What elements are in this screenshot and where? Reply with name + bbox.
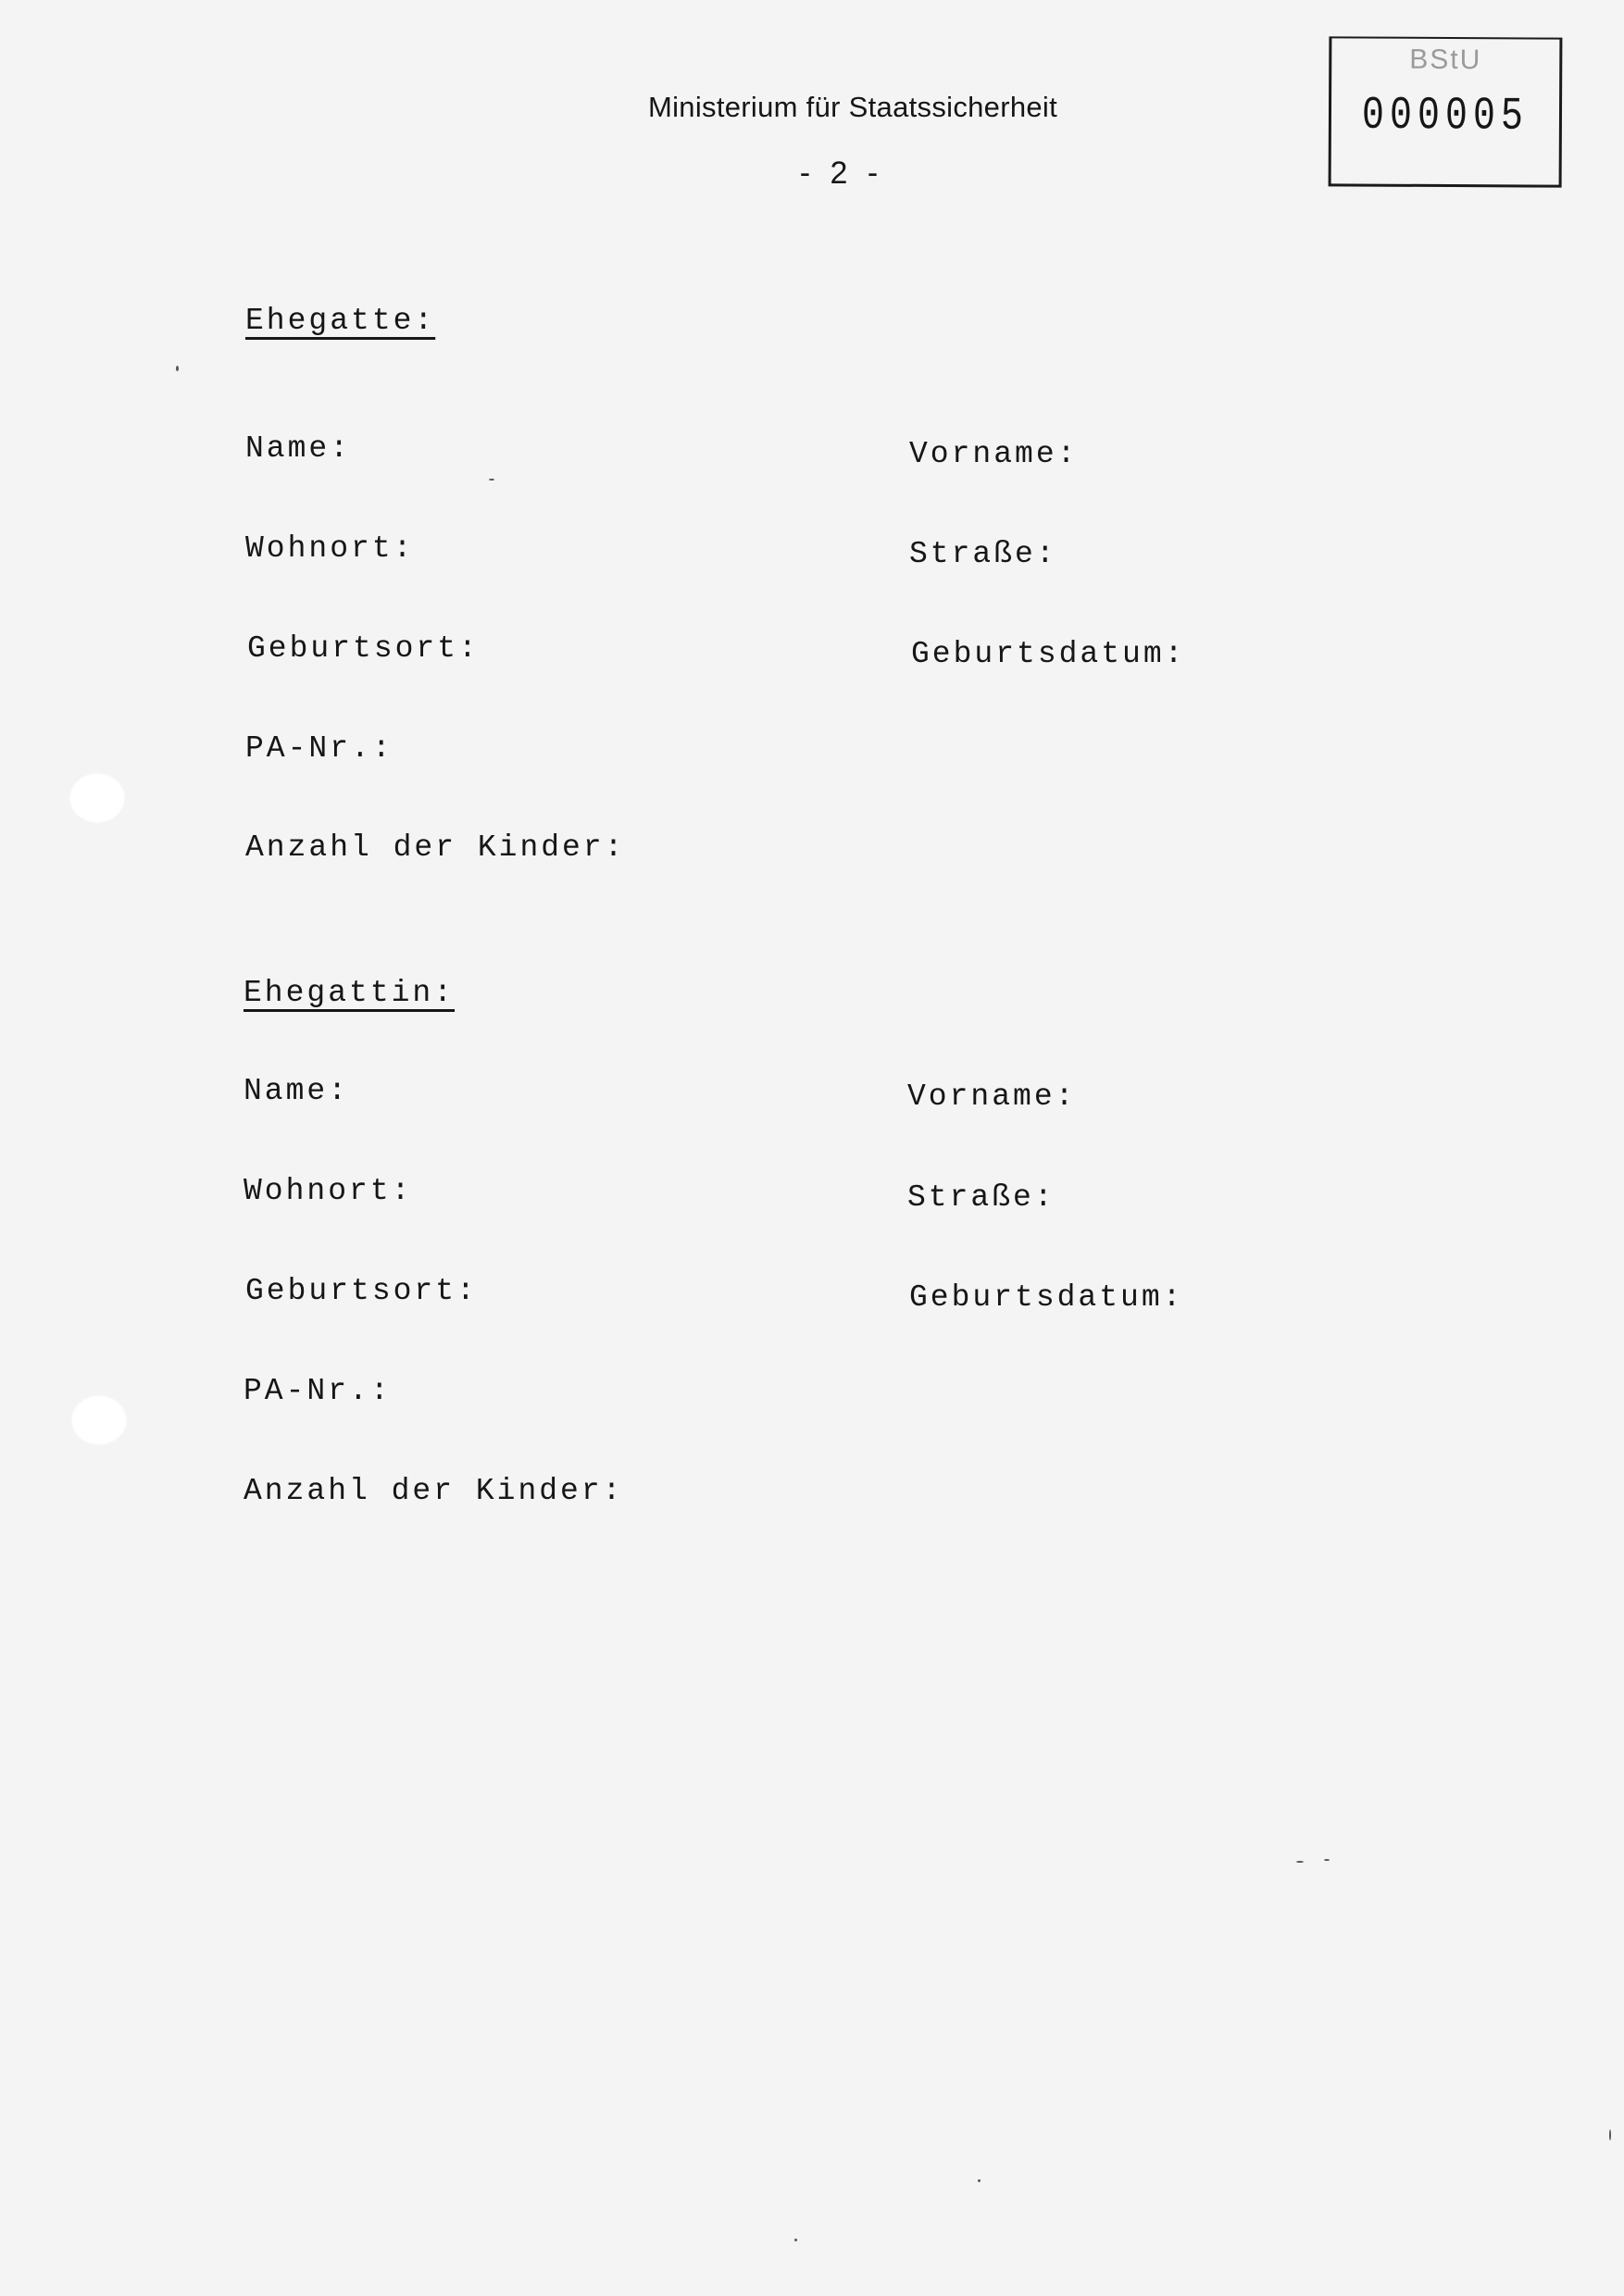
section-heading-ehegatte: Ehegatte:: [245, 304, 436, 338]
field-label-wohnort: Wohnort:: [245, 531, 415, 566]
field-label-wohnort: Wohnort:: [244, 1174, 413, 1208]
field-label-geburtsdatum: Geburtsdatum:: [909, 1280, 1184, 1315]
scan-speck: [978, 2179, 981, 2182]
scan-speck: [794, 2239, 797, 2241]
field-label-strasse: Straße:: [909, 537, 1057, 571]
scan-speck: [489, 479, 494, 480]
scan-speck: [1609, 2129, 1611, 2140]
ministry-title: Ministerium für Staatssicherheit: [647, 91, 1058, 123]
page-number: - 2 -: [799, 156, 884, 191]
scan-speck: [176, 366, 179, 371]
punch-hole: [72, 1396, 126, 1444]
stamp-number: 000005: [1361, 90, 1530, 144]
field-label-geburtsort: Geburtsort:: [247, 631, 480, 666]
field-label-vorname: Vorname:: [909, 437, 1079, 471]
punch-hole: [70, 774, 124, 822]
field-label-name: Name:: [245, 431, 352, 466]
stamp-label: BStU: [1409, 44, 1482, 76]
field-label-geburtsort: Geburtsort:: [245, 1274, 478, 1308]
field-label-geburtsdatum: Geburtsdatum:: [911, 637, 1186, 671]
field-label-vorname: Vorname:: [907, 1079, 1077, 1114]
field-label-anzahl-kinder: Anzahl der Kinder:: [245, 830, 626, 865]
scan-speck: [1296, 1861, 1304, 1863]
scan-speck: [1324, 1859, 1330, 1861]
field-label-anzahl-kinder: Anzahl der Kinder:: [244, 1474, 624, 1508]
section-heading-ehegattin: Ehegattin:: [244, 976, 456, 1010]
field-label-pa-nr: PA-Nr.:: [245, 731, 394, 766]
field-label-name: Name:: [244, 1074, 350, 1108]
field-label-pa-nr: PA-Nr.:: [244, 1374, 392, 1408]
archive-stamp: [1329, 36, 1563, 187]
field-label-strasse: Straße:: [907, 1180, 1056, 1215]
